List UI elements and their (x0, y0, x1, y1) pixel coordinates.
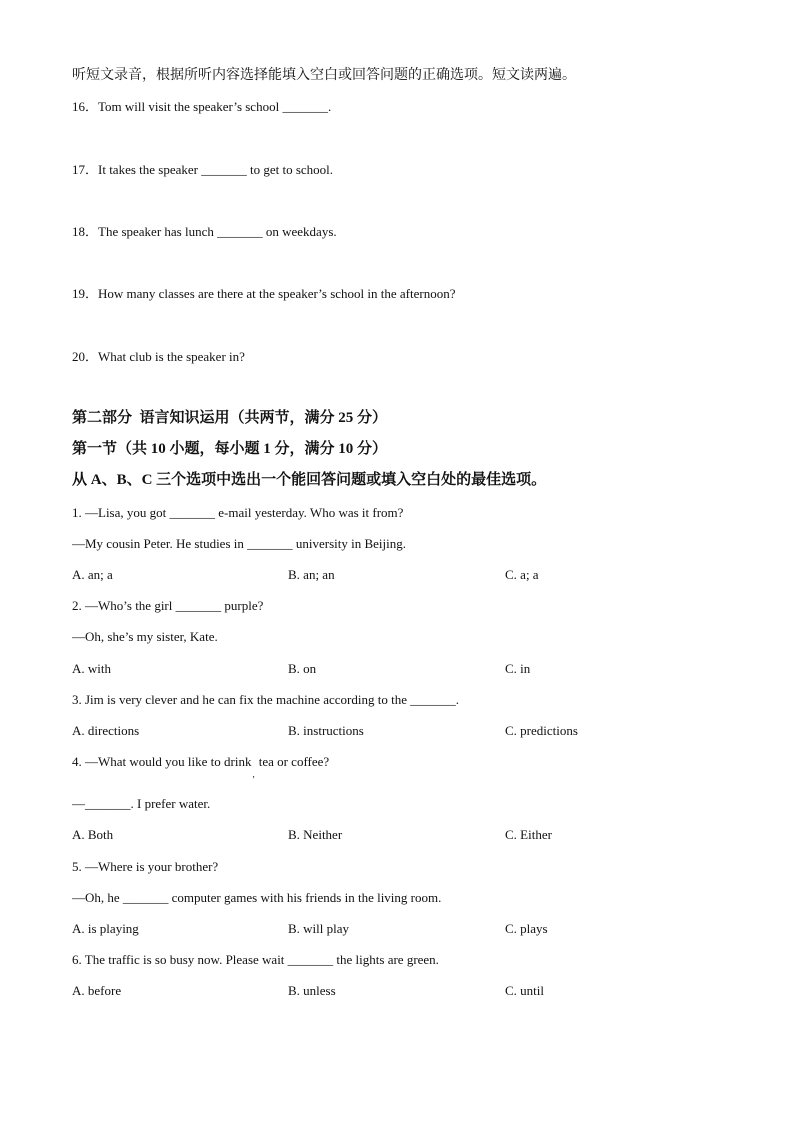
question-2-option-c: C. in (505, 660, 531, 676)
question-17-stem: 17．It takes the speaker _______ to get to school. (72, 161, 334, 177)
question-4-option-b: B. Neither (288, 827, 343, 843)
question-3-option-b: B. instructions (288, 722, 364, 738)
question-19-stem: 19．How many classes are there at the speaker’s school in the afternoon? (72, 286, 456, 302)
question-6-option-a: A. before (72, 983, 122, 999)
question-5-option-a: A. is playing (72, 920, 139, 936)
question-1-option-a: A. an; a (72, 567, 113, 582)
question-17-options (72, 185, 754, 216)
question-6-line-1: 6. The traffic is so busy now. Please wait _______ the lights are green. (72, 952, 439, 968)
question-16-stem: 16．Tom will visit the speaker’s school _______. (72, 99, 332, 115)
question-5-option-b: B. will play (288, 920, 350, 936)
question-2-line-2: —Oh, she’s my sister, Kate. (72, 629, 218, 645)
listening-instruction: 听短文录音，根据所听内容选择能填入空白或回答问题的正确选项。短文读两遍。 (72, 68, 576, 83)
section1-instruction: 从 A、B、C 三个选项中选出一个能回答问题或填入空白处的最佳选项。 (72, 472, 547, 489)
question-19-options (72, 310, 754, 341)
question-3-option-a: A. directions (72, 722, 140, 738)
question-2-options (72, 653, 754, 684)
question-1-option-b: B. an; an (288, 567, 335, 582)
question-6-option-b: B. unless (288, 983, 336, 999)
question-1-options (72, 559, 754, 590)
question-4-line-1-start: 4. —What would you like to drink (72, 754, 252, 770)
section1-heading: 第一节（共 10 小题，每小题 1 分，满分 10 分） (72, 441, 388, 458)
part2-heading: 第二部分 语言知识运用（共两节，满分 25 分） (72, 410, 388, 427)
question-4-line-1 (72, 746, 754, 788)
question-4-option-a: A. Both (72, 827, 114, 843)
question-4-options (72, 819, 754, 850)
question-6-option-c: C. until (505, 983, 545, 999)
question-3-options (72, 715, 754, 746)
question-5-line-1: 5. —Where is your brother? (72, 858, 219, 874)
question-1-option-c: C. a; a (505, 567, 539, 582)
question-1-line-2: —My cousin Peter. He studies in _______ university in Beijing. (72, 535, 407, 551)
question-5-option-c: C. plays (505, 920, 548, 936)
question-4-line-2: —_______. I prefer water. (72, 796, 211, 812)
question-3-line-1: 3. Jim is very clever and he can fix the machine according to the _______. (72, 691, 459, 707)
question-5-line-2: —Oh, he _______ computer games with his friends in the living room. (72, 889, 442, 905)
question-2-option-b: B. on (288, 660, 317, 676)
question-4-line-1-tail: tea or coffee? (258, 754, 330, 770)
question-20-stem: 20．What club is the speaker in? (72, 348, 245, 364)
question-16-options (72, 122, 754, 153)
question-4-comma-mark: , (252, 769, 255, 780)
question-1-line-1: 1. —Lisa, you got _______ e-mail yesterday. Who was it from? (72, 504, 404, 520)
question-20-options (72, 372, 754, 403)
question-18-stem: 18．The speaker has lunch _______ on weekdays. (72, 223, 337, 239)
question-3-option-c: C. predictions (505, 722, 578, 738)
question-2-line-1: 2. —Who’s the girl _______ purple? (72, 598, 264, 614)
question-5-options (72, 913, 754, 944)
question-6-options (72, 975, 754, 1006)
question-4-option-c: C. Either (505, 827, 552, 843)
question-18-options (72, 247, 754, 278)
question-2-option-a: A. with (72, 660, 111, 676)
